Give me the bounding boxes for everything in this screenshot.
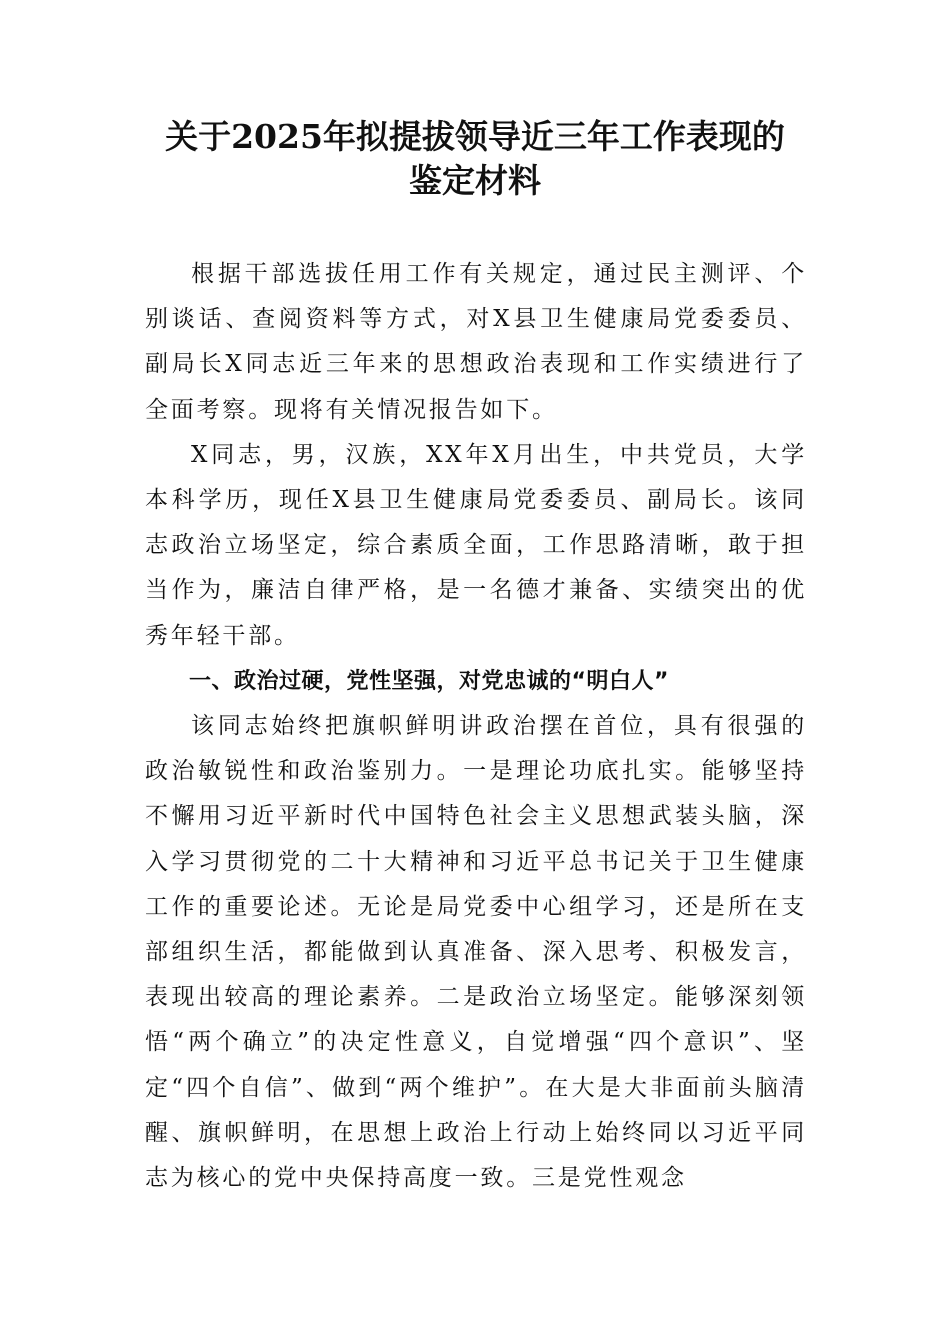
intro-paragraph: 根据干部选拔任用工作有关规定，通过民主测评、个别谈话、查阅资料等方式，对X县卫生健康局党委委员、副局长X同志近三年来的思想政治表现和工作实绩进行了全面考察。现将有关情况报告如下。 bbox=[145, 261, 807, 423]
document-body bbox=[145, 252, 807, 1201]
section-heading-1: 一、政治过硬，党性坚强，对党忠诚的“明白人” bbox=[189, 668, 669, 694]
section-1-paragraph: 该同志始终把旗帜鲜明讲政治摆在首位，具有很强的政治敏锐性和政治鉴别力。一是理论功底扎实。能够坚持不懈用习近平新时代中国特色社会主义思想武装头脑，深入学习贯彻党的二十大精神和习近平总书记关于卫生健康工作的重要论述。无论是局党委中心组学习，还是所在支部组织生活，都能做到认真准备、深入思考、积极发言，表现出较高的理论素养。二是政治立场坚定。能够深刻领悟“两个确立”的决定性意义，自觉增强“四个意识”、坚定“四个自信”、做到“两个维护”。在大是大非面前头脑清醒、旗帜鲜明，在思想上政治上行动上始终同以习近平同志为核心的党中央保持高度一致。三是党性观念 bbox=[145, 713, 807, 1192]
title-line-1: 关于2025年拟提拔领导近三年工作表现的 bbox=[165, 117, 785, 156]
title-line-2: 鉴定材料 bbox=[409, 161, 541, 200]
document-title bbox=[120, 115, 830, 203]
profile-paragraph: X同志，男，汉族，XX年X月出生，中共党员，大学本科学历，现任X县卫生健康局党委委员、副局长。该同志政治立场坚定，综合素质全面，工作思路清晰，敢于担当作为，廉洁自律严格，是一名德才兼备、实绩突出的优秀年轻干部。 bbox=[145, 441, 807, 649]
